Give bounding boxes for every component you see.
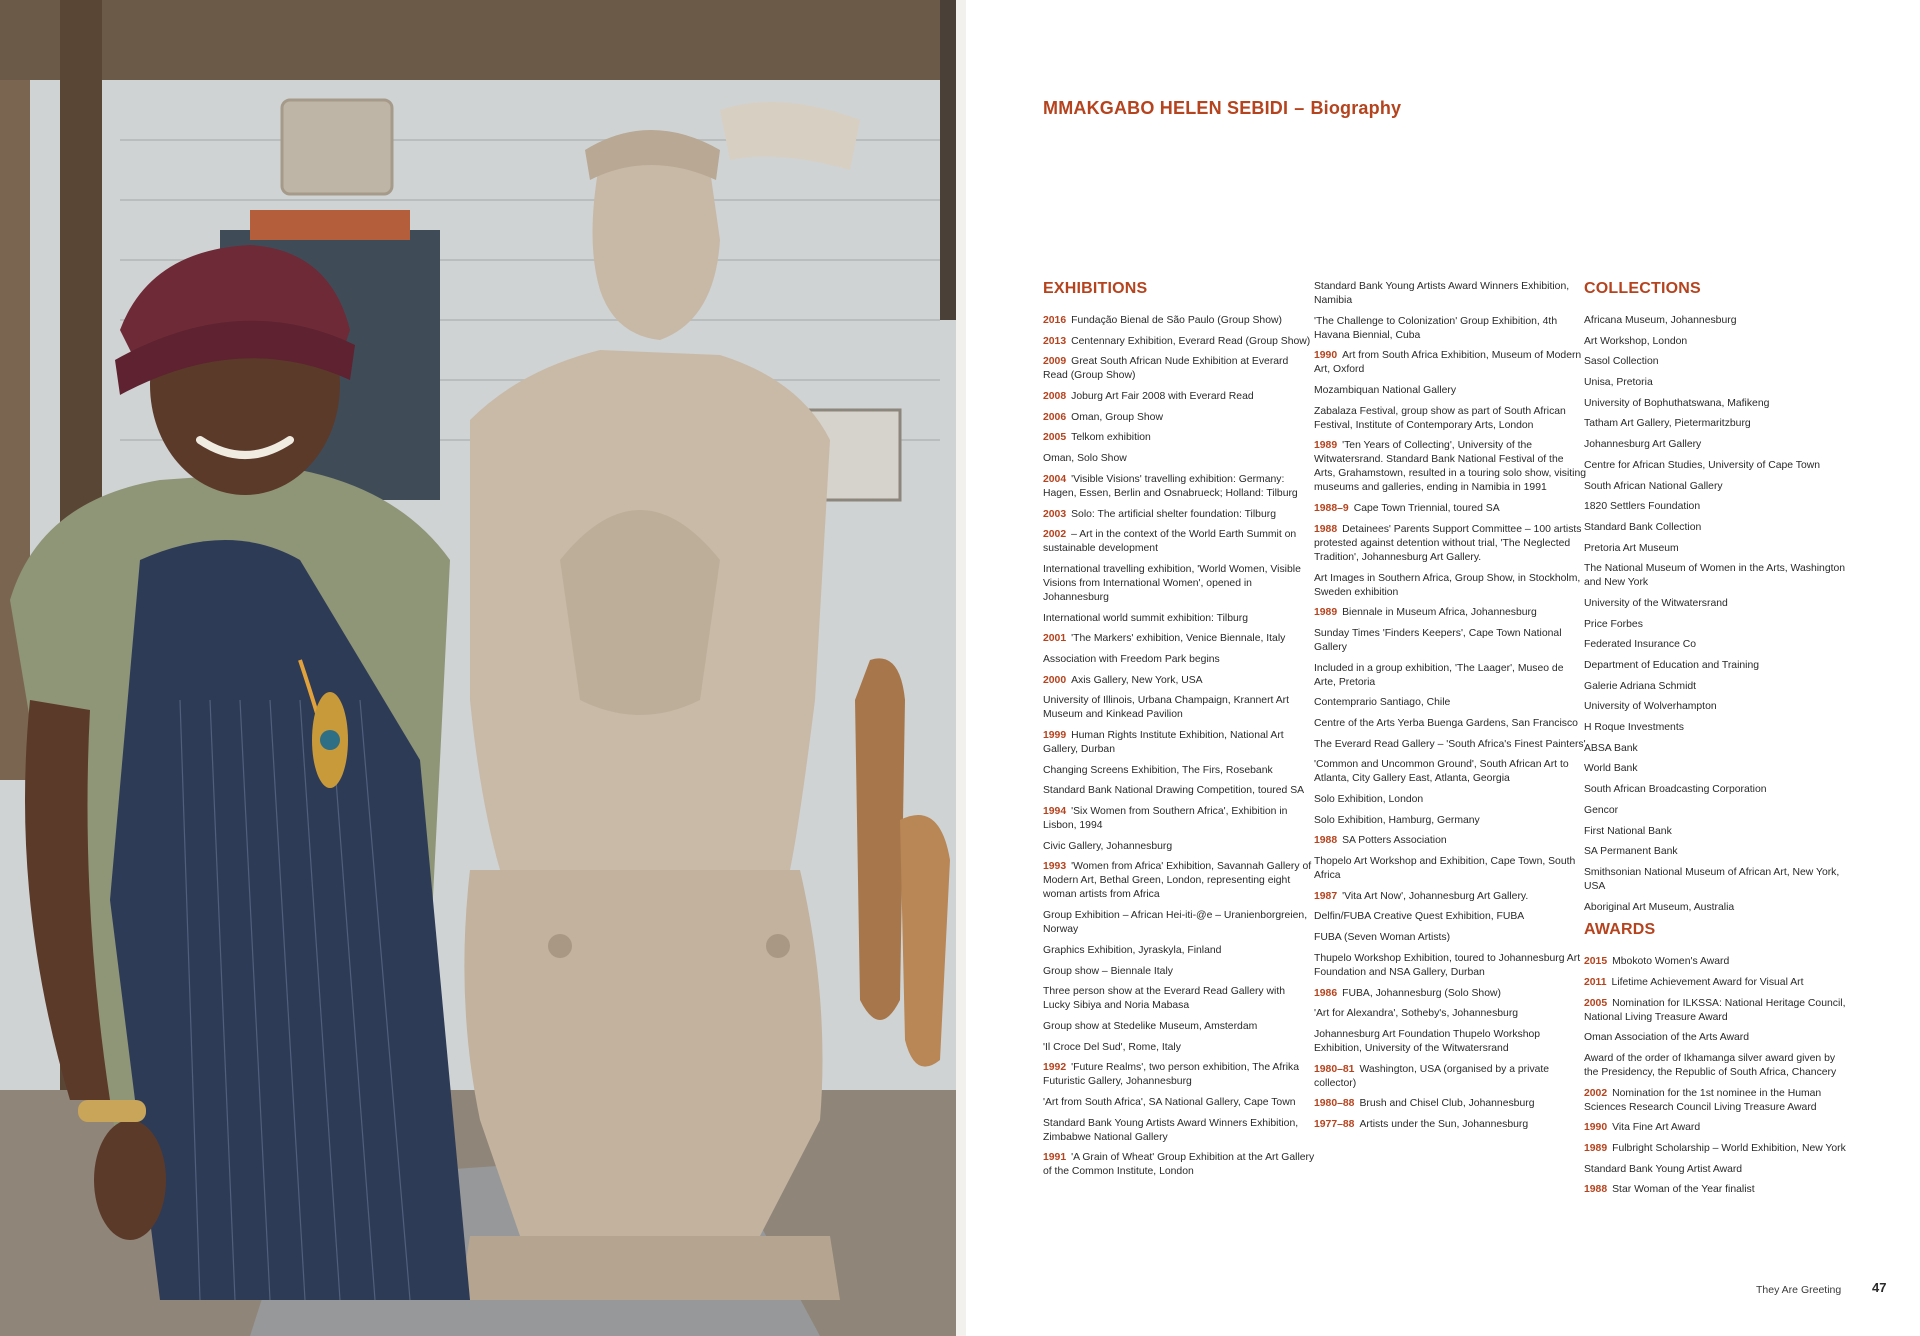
entry-text: 'Vita Art Now', Johannesburg Art Gallery. bbox=[1342, 890, 1529, 902]
running-title: They Are Greeting bbox=[1756, 1284, 1842, 1296]
exhibition-entry bbox=[1043, 508, 1315, 522]
exhibition-entry bbox=[1314, 758, 1586, 786]
award-entry bbox=[1584, 1052, 1850, 1080]
entry-text: Group show at Stedelike Museum, Amsterdam bbox=[1043, 1020, 1258, 1032]
entry-text: Graphics Exhibition, Jyraskyla, Finland bbox=[1043, 944, 1222, 956]
entry-text: Thopelo Art Workshop and Exhibition, Cape Town, South Africa bbox=[1314, 856, 1576, 882]
entry-text: Detainees' Parents Support Committee – 100 artists protested against detention without trial, 'The Neglected Tradition', Johannesburg Art Gallery. bbox=[1314, 523, 1582, 563]
collection-entry: Johannesburg Art Gallery bbox=[1584, 439, 1702, 451]
exhibitions-continued-list bbox=[1314, 280, 1586, 1132]
exhibition-entry bbox=[1043, 653, 1315, 667]
exhibition-entry bbox=[1043, 335, 1315, 349]
collection-entry: Unisa, Pretoria bbox=[1584, 377, 1653, 389]
entry-text: Telkom exhibition bbox=[1071, 432, 1151, 444]
exhibition-entry bbox=[1043, 805, 1315, 833]
entry-text: Group Exhibition – African Hei-iti-@e – Uranienborgreien, Norway bbox=[1043, 910, 1308, 936]
entry-year: 1994 bbox=[1043, 806, 1067, 818]
collection-entry: South African National Gallery bbox=[1584, 480, 1723, 492]
entry-year: 1988 bbox=[1314, 835, 1338, 847]
collection-entry: First National Bank bbox=[1584, 825, 1672, 837]
entry-text: Centennary Exhibition, Everard Read (Group Show) bbox=[1071, 335, 1311, 347]
entry-year: 1990 bbox=[1314, 350, 1338, 362]
entry-year: 1977–88 bbox=[1314, 1118, 1355, 1130]
exhibition-entry bbox=[1314, 814, 1586, 828]
entry-text: Art from South Africa Exhibition, Museum of Modern Art, Oxford bbox=[1314, 350, 1582, 376]
exhibition-entry bbox=[1314, 349, 1586, 377]
exhibition-entry bbox=[1314, 315, 1586, 343]
entry-text: Civic Gallery, Johannesburg bbox=[1043, 840, 1173, 852]
collection-entry: University of Bophuthatswana, Mafikeng bbox=[1584, 397, 1770, 409]
collection-entry: Smithsonian National Museum of African Art, New York, USA bbox=[1584, 866, 1840, 892]
exhibition-entry bbox=[1043, 764, 1315, 778]
collection-entry: University of Wolverhampton bbox=[1584, 701, 1717, 713]
entry-text: Johannesburg Art Foundation Thupelo Workshop Exhibition, University of the Witwatersrand bbox=[1314, 1028, 1541, 1054]
exhibition-entry bbox=[1043, 563, 1315, 605]
exhibition-entry bbox=[1043, 390, 1315, 404]
collection-entry: Department of Education and Training bbox=[1584, 660, 1760, 671]
award-entry bbox=[1584, 1031, 1850, 1045]
entry-text: 'Art for Alexandra', Sotheby's, Johannesburg bbox=[1314, 1008, 1519, 1020]
entry-text: Contemprario Santiago, Chile bbox=[1314, 697, 1451, 709]
exhibition-entry bbox=[1314, 1118, 1586, 1132]
exhibition-entry bbox=[1043, 909, 1315, 937]
entry-year: 2008 bbox=[1043, 391, 1067, 403]
entry-text: The Everard Read Gallery – 'South Africa's Finest Painters' bbox=[1314, 738, 1586, 750]
exhibition-entry bbox=[1314, 696, 1586, 710]
exhibition-entry bbox=[1043, 784, 1315, 798]
entry-text: 'The Markers' exhibition, Venice Biennale, Italy bbox=[1071, 633, 1286, 645]
entry-year: 1988–9 bbox=[1314, 503, 1349, 515]
entry-year: 1991 bbox=[1043, 1152, 1067, 1164]
entry-text: Oman, Solo Show bbox=[1043, 453, 1127, 465]
entry-text: International travelling exhibition, 'World Women, Visible Visions from International Women', opened in Johannesburg bbox=[1043, 563, 1301, 603]
exhibition-entry bbox=[1314, 523, 1586, 565]
award-entry bbox=[1584, 1183, 1850, 1197]
entry-text: Oman Association of the Arts Award bbox=[1584, 1032, 1749, 1044]
entry-year: 1986 bbox=[1314, 987, 1338, 999]
award-entry bbox=[1584, 955, 1850, 969]
entry-text: Mozambiquan National Gallery bbox=[1314, 385, 1457, 397]
entry-text: FUBA, Johannesburg (Solo Show) bbox=[1342, 987, 1501, 999]
exhibition-entry bbox=[1043, 452, 1315, 466]
entry-text: Changing Screens Exhibition, The Firs, Rosebank bbox=[1043, 764, 1273, 776]
entry-year: 1990 bbox=[1584, 1122, 1608, 1134]
entry-text: Nomination for the 1st nominee in the Human Sciences Research Council Living Treasure Award bbox=[1584, 1087, 1822, 1113]
entry-year: 2005 bbox=[1043, 432, 1067, 444]
exhibition-entry bbox=[1314, 890, 1586, 904]
exhibition-entry bbox=[1314, 1063, 1586, 1091]
exhibition-entry bbox=[1314, 384, 1586, 398]
entry-text: Solo Exhibition, London bbox=[1314, 794, 1424, 805]
exhibition-entry bbox=[1314, 738, 1586, 752]
collections-list bbox=[1584, 314, 1850, 915]
exhibition-entry bbox=[1043, 674, 1315, 688]
exhibition-entry bbox=[1314, 834, 1586, 848]
page-gutter bbox=[956, 0, 966, 1336]
exhibition-entry bbox=[1314, 952, 1586, 980]
entry-text: Nomination for ILKSSA: National Heritage Council, National Living Treasure Award bbox=[1584, 997, 1846, 1023]
award-entry bbox=[1584, 976, 1850, 990]
collection-entry: Art Workshop, London bbox=[1584, 335, 1688, 347]
entry-text: FUBA (Seven Woman Artists) bbox=[1314, 932, 1451, 944]
artist-photo bbox=[0, 0, 956, 1336]
collection-entry: The National Museum of Women in the Arts, Washington and New York bbox=[1584, 563, 1846, 589]
entry-year: 2013 bbox=[1043, 335, 1067, 347]
entry-year: 1987 bbox=[1314, 890, 1338, 902]
exhibition-entry bbox=[1043, 1096, 1315, 1110]
exhibition-entry bbox=[1043, 965, 1315, 979]
entry-text: Association with Freedom Park begins bbox=[1043, 653, 1220, 665]
entry-text: 'Women from Africa' Exhibition, Savannah Gallery of Modern Art, Bethal Green, London, representing eight woman artists from Africa bbox=[1043, 861, 1312, 901]
entry-text: Oman, Group Show bbox=[1071, 411, 1163, 423]
entry-year: 2016 bbox=[1043, 315, 1067, 326]
entry-year: 1989 bbox=[1314, 440, 1338, 452]
collection-entry: Pretoria Art Museum bbox=[1584, 542, 1679, 554]
collection-entry: Centre for African Studies, University of Cape Town bbox=[1584, 459, 1821, 471]
entry-text: University of Illinois, Urbana Champaign, Krannert Art Museum and Kinkead Pavilion bbox=[1043, 695, 1290, 721]
entry-text: Cape Town Triennial, toured SA bbox=[1353, 503, 1500, 515]
collection-entry: Aboriginal Art Museum, Australia bbox=[1584, 901, 1735, 913]
exhibition-entry bbox=[1043, 355, 1315, 383]
exhibition-entry bbox=[1314, 855, 1586, 883]
entry-text: 'Common and Uncommon Ground', South African Art to Atlanta, City Gallery East, Atlanta, Georgia bbox=[1314, 759, 1569, 785]
collection-entry: Galerie Adriana Schmidt bbox=[1584, 680, 1697, 692]
exhibition-entry bbox=[1043, 473, 1315, 501]
entry-year: 2003 bbox=[1043, 508, 1067, 520]
entry-text: Solo Exhibition, Hamburg, Germany bbox=[1314, 814, 1480, 826]
exhibition-entry bbox=[1314, 502, 1586, 516]
entry-year: 1980–81 bbox=[1314, 1063, 1355, 1075]
exhibition-entry bbox=[1043, 729, 1315, 757]
entry-year: 2009 bbox=[1043, 356, 1067, 368]
exhibition-entry bbox=[1314, 987, 1586, 1001]
collections-heading: COLLECTIONS bbox=[1584, 280, 1701, 297]
entry-text: Axis Gallery, New York, USA bbox=[1071, 674, 1203, 686]
entry-text: International world summit exhibition: Tilburg bbox=[1043, 612, 1249, 624]
exhibition-entry bbox=[1314, 572, 1586, 600]
exhibition-entry bbox=[1043, 1020, 1315, 1034]
entry-year: 2002 bbox=[1043, 529, 1067, 541]
entry-text: Fundação Bienal de São Paulo (Group Show) bbox=[1071, 315, 1282, 326]
award-entry bbox=[1584, 1142, 1850, 1156]
entry-text: Vita Fine Art Award bbox=[1612, 1122, 1701, 1134]
entry-text: Delfin/FUBA Creative Quest Exhibition, FUBA bbox=[1314, 911, 1525, 923]
entry-year: 1992 bbox=[1043, 1062, 1067, 1074]
award-entry bbox=[1584, 1087, 1850, 1115]
entry-year: 2002 bbox=[1584, 1087, 1608, 1099]
exhibition-entry bbox=[1043, 944, 1315, 958]
exhibition-entry bbox=[1043, 528, 1315, 556]
artist-name: MMAKGABO HELEN SEBIDI bbox=[1043, 98, 1289, 118]
exhibition-entry bbox=[1314, 1097, 1586, 1111]
entry-year: 2001 bbox=[1043, 633, 1067, 645]
entry-text: Washington, USA (organised by a private collector) bbox=[1314, 1063, 1550, 1089]
exhibition-entry bbox=[1314, 606, 1586, 620]
exhibition-entry bbox=[1314, 931, 1586, 945]
entry-year: 1993 bbox=[1043, 861, 1067, 873]
exhibition-entry bbox=[1043, 1151, 1315, 1179]
entry-year: 2000 bbox=[1043, 674, 1067, 686]
entry-text: Award of the order of Ikhamanga silver award given by the Presidency, the Republic of South Africa, Chancery bbox=[1584, 1053, 1837, 1078]
exhibition-entry bbox=[1043, 632, 1315, 646]
entry-text: 'A Grain of Wheat' Group Exhibition at the Art Gallery of the Common Institute, London bbox=[1043, 1152, 1315, 1178]
exhibition-entry bbox=[1043, 314, 1315, 328]
collection-entry: World Bank bbox=[1584, 763, 1638, 775]
entry-text: Three person show at the Everard Read Gallery with Lucky Sibiya and Noria Mabasa bbox=[1043, 986, 1285, 1012]
entry-text: Thupelo Workshop Exhibition, toured to Johannesburg Art Foundation and NSA Gallery, Durban bbox=[1314, 952, 1581, 978]
collection-entry: Africana Museum, Johannesburg bbox=[1584, 315, 1737, 326]
entry-year: 2011 bbox=[1584, 976, 1607, 988]
collections-awards-column bbox=[1584, 280, 1850, 1204]
exhibitions-heading: EXHIBITIONS bbox=[1043, 280, 1148, 297]
page-title bbox=[1043, 98, 1401, 119]
entry-year: 1980–88 bbox=[1314, 1098, 1355, 1110]
collection-entry: Price Forbes bbox=[1584, 618, 1643, 630]
entry-text: Mbokoto Women's Award bbox=[1612, 956, 1730, 968]
entry-text: Standard Bank Young Artist Award bbox=[1584, 1163, 1743, 1175]
exhibitions-column bbox=[1043, 280, 1315, 1186]
entry-text: Lifetime Achievement Award for Visual Art bbox=[1611, 976, 1804, 988]
collection-entry: SA Permanent Bank bbox=[1584, 846, 1678, 858]
entry-text: Artists under the Sun, Johannesburg bbox=[1359, 1118, 1529, 1130]
entry-text: 'Ten Years of Collecting', University of the Witwatersrand. Standard Bank National Festival of the Arts, Grahamstown, resulted in a touring solo show, visiting museums and galleries, ending in Namibia in 1991 bbox=[1314, 440, 1587, 494]
collection-entry: H Roque Investments bbox=[1584, 722, 1684, 734]
exhibition-entry bbox=[1043, 860, 1315, 902]
entry-year: 1989 bbox=[1314, 607, 1338, 619]
exhibition-entry bbox=[1043, 985, 1315, 1013]
entry-text: Sunday Times 'Finders Keepers', Cape Town National Gallery bbox=[1314, 627, 1562, 653]
exhibition-entry bbox=[1314, 439, 1586, 495]
exhibition-entry bbox=[1043, 411, 1315, 425]
entry-text: Great South African Nude Exhibition at Everard Read (Group Show) bbox=[1043, 356, 1289, 382]
entry-year: 1999 bbox=[1043, 730, 1067, 741]
collection-entry: Standard Bank Collection bbox=[1584, 521, 1702, 533]
exhibition-entry bbox=[1314, 662, 1586, 690]
page-number: 47 bbox=[1872, 1280, 1887, 1295]
entry-year: 2006 bbox=[1043, 411, 1067, 423]
entry-text: 'Visible Visions' travelling exhibition: Germany: Hagen, Essen, Berlin and Osnabrueck; Holland: Tilburg bbox=[1043, 473, 1298, 499]
entry-text: Group show – Biennale Italy bbox=[1043, 965, 1173, 977]
collection-entry: Gencor bbox=[1584, 804, 1619, 816]
entry-text: Art Images in Southern Africa, Group Show, in Stockholm, Sweden exhibition bbox=[1314, 572, 1581, 598]
exhibition-entry bbox=[1314, 280, 1586, 308]
exhibition-entry bbox=[1314, 717, 1586, 731]
collection-entry: Federated Insurance Co bbox=[1584, 639, 1697, 651]
entry-text: Centre of the Arts Yerba Buenga Gardens, San Francisco bbox=[1314, 717, 1578, 729]
collection-entry: Sasol Collection bbox=[1584, 356, 1659, 368]
entry-text: Biennale in Museum Africa, Johannesburg bbox=[1342, 607, 1537, 619]
entry-text: 'Six Women from Southern Africa', Exhibition in Lisbon, 1994 bbox=[1043, 806, 1288, 832]
entry-text: 'Art from South Africa', SA National Gallery, Cape Town bbox=[1043, 1096, 1296, 1108]
entry-text: SA Potters Association bbox=[1342, 835, 1447, 847]
exhibition-entry bbox=[1314, 793, 1586, 807]
collection-entry: University of the Witwatersrand bbox=[1584, 597, 1728, 609]
entry-text: Standard Bank Young Artists Award Winners Exhibition, Zimbabwe National Gallery bbox=[1043, 1117, 1299, 1143]
exhibition-entry bbox=[1043, 612, 1315, 626]
exhibition-entry bbox=[1043, 431, 1315, 445]
award-entry bbox=[1584, 1121, 1850, 1135]
entry-text: 'Future Realms', two person exhibition, The Afrika Futuristic Gallery, Johannesburg bbox=[1043, 1062, 1299, 1088]
exhibition-entry bbox=[1043, 1041, 1315, 1055]
awards-heading: AWARDS bbox=[1584, 921, 1656, 939]
exhibitions-continued-column bbox=[1314, 280, 1586, 1139]
award-entry bbox=[1584, 997, 1850, 1025]
title-label: Biography bbox=[1310, 98, 1402, 118]
award-entry bbox=[1584, 1163, 1850, 1177]
exhibition-entry bbox=[1314, 1028, 1586, 1056]
entry-text: Standard Bank Young Artists Award Winners Exhibition, Namibia bbox=[1314, 281, 1570, 306]
entry-text: Brush and Chisel Club, Johannesburg bbox=[1359, 1098, 1535, 1110]
entry-text: – Art in the context of the World Earth Summit on sustainable development bbox=[1043, 529, 1297, 555]
entry-text: Joburg Art Fair 2008 with Everard Read bbox=[1071, 391, 1254, 403]
entry-text: Star Woman of the Year finalist bbox=[1612, 1184, 1755, 1196]
entry-text: Included in a group exhibition, 'The Laager', Museo de Arte, Pretoria bbox=[1314, 662, 1564, 688]
exhibition-entry bbox=[1314, 1007, 1586, 1021]
exhibitions-list bbox=[1043, 314, 1315, 1179]
entry-year: 2015 bbox=[1584, 956, 1608, 968]
entry-text: 'Il Croce Del Sud', Rome, Italy bbox=[1043, 1041, 1181, 1053]
exhibition-entry bbox=[1314, 627, 1586, 655]
entry-year: 1988 bbox=[1584, 1184, 1608, 1196]
entry-year: 1988 bbox=[1314, 523, 1338, 535]
exhibition-entry bbox=[1314, 910, 1586, 924]
exhibition-entry bbox=[1314, 405, 1586, 433]
entry-text: Solo: The artificial shelter foundation: Tilburg bbox=[1071, 508, 1276, 520]
entry-year: 1989 bbox=[1584, 1143, 1608, 1155]
entry-text: Human Rights Institute Exhibition, National Art Gallery, Durban bbox=[1043, 730, 1284, 755]
title-separator: – bbox=[1294, 98, 1305, 118]
collection-entry: ABSA Bank bbox=[1584, 742, 1638, 754]
entry-text: 'The Challenge to Colonization' Group Exhibition, 4th Havana Biennial, Cuba bbox=[1314, 315, 1558, 341]
entry-text: Zabalaza Festival, group show as part of South African Festival, Institute of Contemporary Arts, London bbox=[1314, 405, 1566, 431]
entry-year: 2005 bbox=[1584, 997, 1608, 1009]
entry-text: Standard Bank National Drawing Competition, toured SA bbox=[1043, 785, 1305, 797]
entry-text: Fulbright Scholarship – World Exhibition, New York bbox=[1612, 1143, 1846, 1155]
exhibition-entry bbox=[1043, 1061, 1315, 1089]
exhibition-entry bbox=[1043, 1117, 1315, 1145]
collection-entry: 1820 Settlers Foundation bbox=[1584, 501, 1701, 513]
entry-year: 2004 bbox=[1043, 473, 1067, 485]
photo-illustration bbox=[0, 0, 956, 1336]
exhibition-entry bbox=[1043, 840, 1315, 854]
collection-entry: Tatham Art Gallery, Pietermaritzburg bbox=[1584, 418, 1751, 430]
collection-entry: South African Broadcasting Corporation bbox=[1584, 784, 1767, 796]
exhibition-entry bbox=[1043, 694, 1315, 722]
awards-list bbox=[1584, 955, 1850, 1197]
